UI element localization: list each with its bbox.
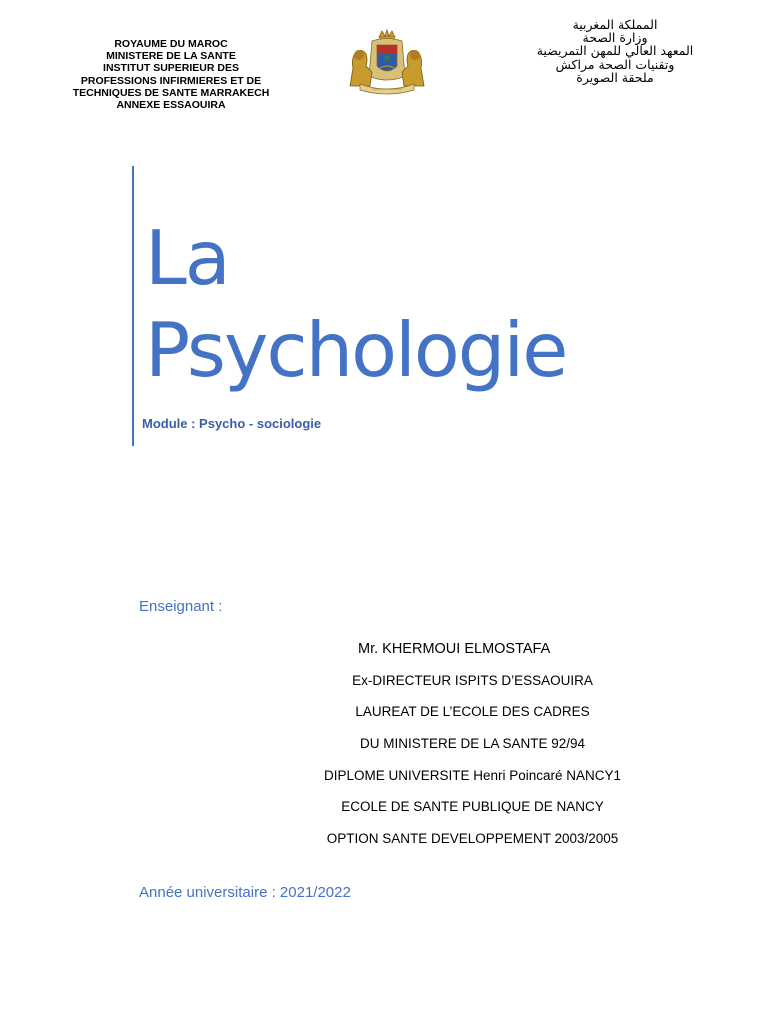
teacher-detail: OPTION SANTE DEVELOPPEMENT 2003/2005 (326, 831, 619, 847)
teacher-detail: ECOLE DE SANTE PUBLIQUE DE NANCY (341, 799, 604, 815)
title-line-2: Psychologie (145, 306, 567, 394)
header-fr-line: PROFESSIONS INFIRMIERES ET DE (80, 74, 262, 87)
header-arabic-institution (492, 18, 738, 84)
academic-year: Année universitaire : 2021/2022 (139, 884, 351, 901)
coat-of-arms-icon (342, 28, 432, 96)
header-fr-line: ANNEXE ESSAOUIRA (116, 99, 226, 112)
header-ar-line: ملحقة الصويرة (576, 69, 654, 85)
teacher-detail: LAUREAT DE L’ECOLE DES CADRES (355, 704, 590, 720)
header-fr-line: ROYAUME DU MAROC (114, 38, 228, 50)
header-fr-line: MINISTERE DE LA SANTE (106, 50, 236, 63)
header-ar-line: المعهد العالي للمهن التمريضية (536, 43, 694, 59)
header-french-institution (60, 38, 282, 111)
teacher-name: Mr. KHERMOUI ELMOSTAFA (358, 641, 551, 657)
document-title (145, 212, 566, 396)
header-fr-line: INSTITUT SUPERIEUR DES (103, 62, 239, 75)
title-line-1: La (145, 214, 229, 302)
module-subtitle: Module : Psycho - sociologie (142, 416, 322, 431)
teacher-label: Enseignant : (139, 598, 223, 615)
header-ar-line: المملكة المغربية (572, 17, 658, 32)
header-ar-line: وزارة الصحة (582, 30, 648, 46)
teacher-block (300, 640, 645, 862)
teacher-detail: DU MINISTERE DE LA SANTE 92/94 (359, 736, 586, 752)
title-accent-bar (132, 166, 134, 446)
teacher-detail: Ex-DIRECTEUR ISPITS D’ESSAOUIRA (352, 672, 593, 688)
header-fr-line: TECHNIQUES DE SANTE MARRAKECH (72, 86, 270, 99)
teacher-detail: DIPLOME UNIVERSITE Henri Poincaré NANCY1 (323, 767, 622, 783)
header-ar-line: وتقنيات الصحة مراكش (555, 56, 675, 72)
